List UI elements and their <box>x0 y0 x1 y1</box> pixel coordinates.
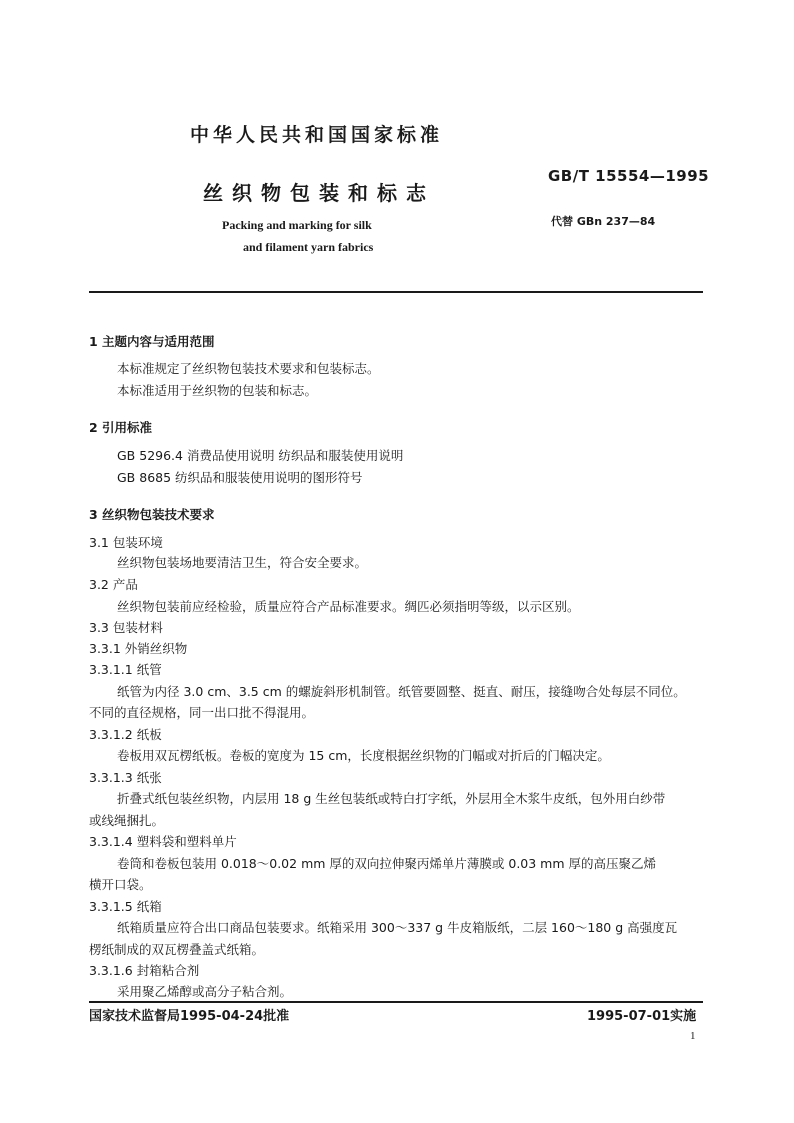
document-title: 丝织物包装和标志 <box>203 181 435 205</box>
clause-3-3-1-1-heading: 3.3.1.1 纸管 <box>89 662 162 677</box>
reference-standard: GB 5296.4 消费品使用说明 纺织品和服装使用说明 <box>117 448 404 463</box>
clause-3-3-1-3-heading: 3.3.1.3 纸张 <box>89 770 162 785</box>
clause-3-1-paragraph: 丝织物包装场地要清洁卫生，符合安全要求。 <box>117 555 368 570</box>
clause-3-3-1-4-paragraph: 横开口袋。 <box>89 877 152 892</box>
clause-3-3-1-3-paragraph: 或线绳捆扎。 <box>89 813 165 828</box>
clause-3-3-1-4-paragraph: 卷筒和卷板包装用 0.018～0.02 mm 厚的双向拉伸聚丙烯单片薄膜或 0.03 mm 厚的高压聚乙烯 <box>117 856 656 871</box>
clause-3-3-1-6-paragraph: 采用聚乙烯醇或高分子粘合剂。 <box>117 984 293 999</box>
clause-3-1-heading: 3.1 包装环境 <box>89 535 163 550</box>
clause-3-3-1-1-paragraph: 不同的直径规格，同一出口批不得混用。 <box>89 705 315 720</box>
clause-3-3-1-6-heading: 3.3.1.6 封箱粘合剂 <box>89 963 200 978</box>
clause-3-3-1-1-paragraph: 纸管为内径 3.0 cm、3.5 cm 的螺旋斜形机制管。纸管要圆整、挺直、耐压，接缝吻合处每层不同位。 <box>117 684 686 699</box>
english-title-line-1: Packing and marking for silk <box>222 218 372 232</box>
replaces-standard: 代替 GBn 237—84 <box>551 215 656 228</box>
page-number: 1 <box>690 1030 696 1042</box>
approval-date: 国家技术监督局1995-04-24批准 <box>89 1009 290 1024</box>
clause-3-3-1-5-paragraph: 楞纸制成的双瓦楞叠盖式纸箱。 <box>89 942 265 957</box>
header-divider <box>89 291 703 293</box>
clause-3-3-1-2-paragraph: 卷板用双瓦楞纸板。卷板的宽度为 15 cm，长度根据丝织物的门幅或对折后的门幅决定。 <box>117 748 610 763</box>
footer-divider <box>89 1001 703 1003</box>
clause-3-3-1-2-heading: 3.3.1.2 纸板 <box>89 727 162 742</box>
standard-number: GB/T 15554—1995 <box>548 167 710 185</box>
reference-standard: GB 8685 纺织品和服装使用说明的图形符号 <box>117 470 363 485</box>
section-1-paragraph: 本标准规定了丝织物包装技术要求和包装标志。 <box>117 361 380 376</box>
clause-3-3-1-heading: 3.3.1 外销丝织物 <box>89 641 188 656</box>
section-2-heading: 2 引用标准 <box>89 420 153 435</box>
clause-3-3-1-5-paragraph: 纸箱质量应符合出口商品包装要求。纸箱采用 300～337 g 牛皮箱版纸，二层 160～180 g 高强度瓦 <box>117 920 678 935</box>
clause-3-2-heading: 3.2 产品 <box>89 577 138 592</box>
clause-3-3-heading: 3.3 包装材料 <box>89 620 163 635</box>
section-1-heading: 1 主题内容与适用范围 <box>89 334 215 349</box>
effective-date: 1995-07-01实施 <box>587 1009 697 1024</box>
clause-3-3-1-3-paragraph: 折叠式纸包装丝织物，内层用 18 g 生丝包装纸或特白打字纸，外层用全木浆牛皮纸，包外用白纱带 <box>117 791 666 806</box>
section-1-paragraph: 本标准适用于丝织物的包装和标志。 <box>117 383 318 398</box>
section-3-heading: 3 丝织物包装技术要求 <box>89 507 215 522</box>
clause-3-3-1-5-heading: 3.3.1.5 纸箱 <box>89 899 162 914</box>
national-standard-heading: 中华人民共和国国家标准 <box>190 124 444 146</box>
clause-3-3-1-4-heading: 3.3.1.4 塑料袋和塑料单片 <box>89 834 237 849</box>
english-title-line-2: and filament yarn fabrics <box>243 240 374 254</box>
clause-3-2-paragraph: 丝织物包装前应经检验，质量应符合产品标准要求。绸匹必须指明等级，以示区别。 <box>117 599 580 614</box>
